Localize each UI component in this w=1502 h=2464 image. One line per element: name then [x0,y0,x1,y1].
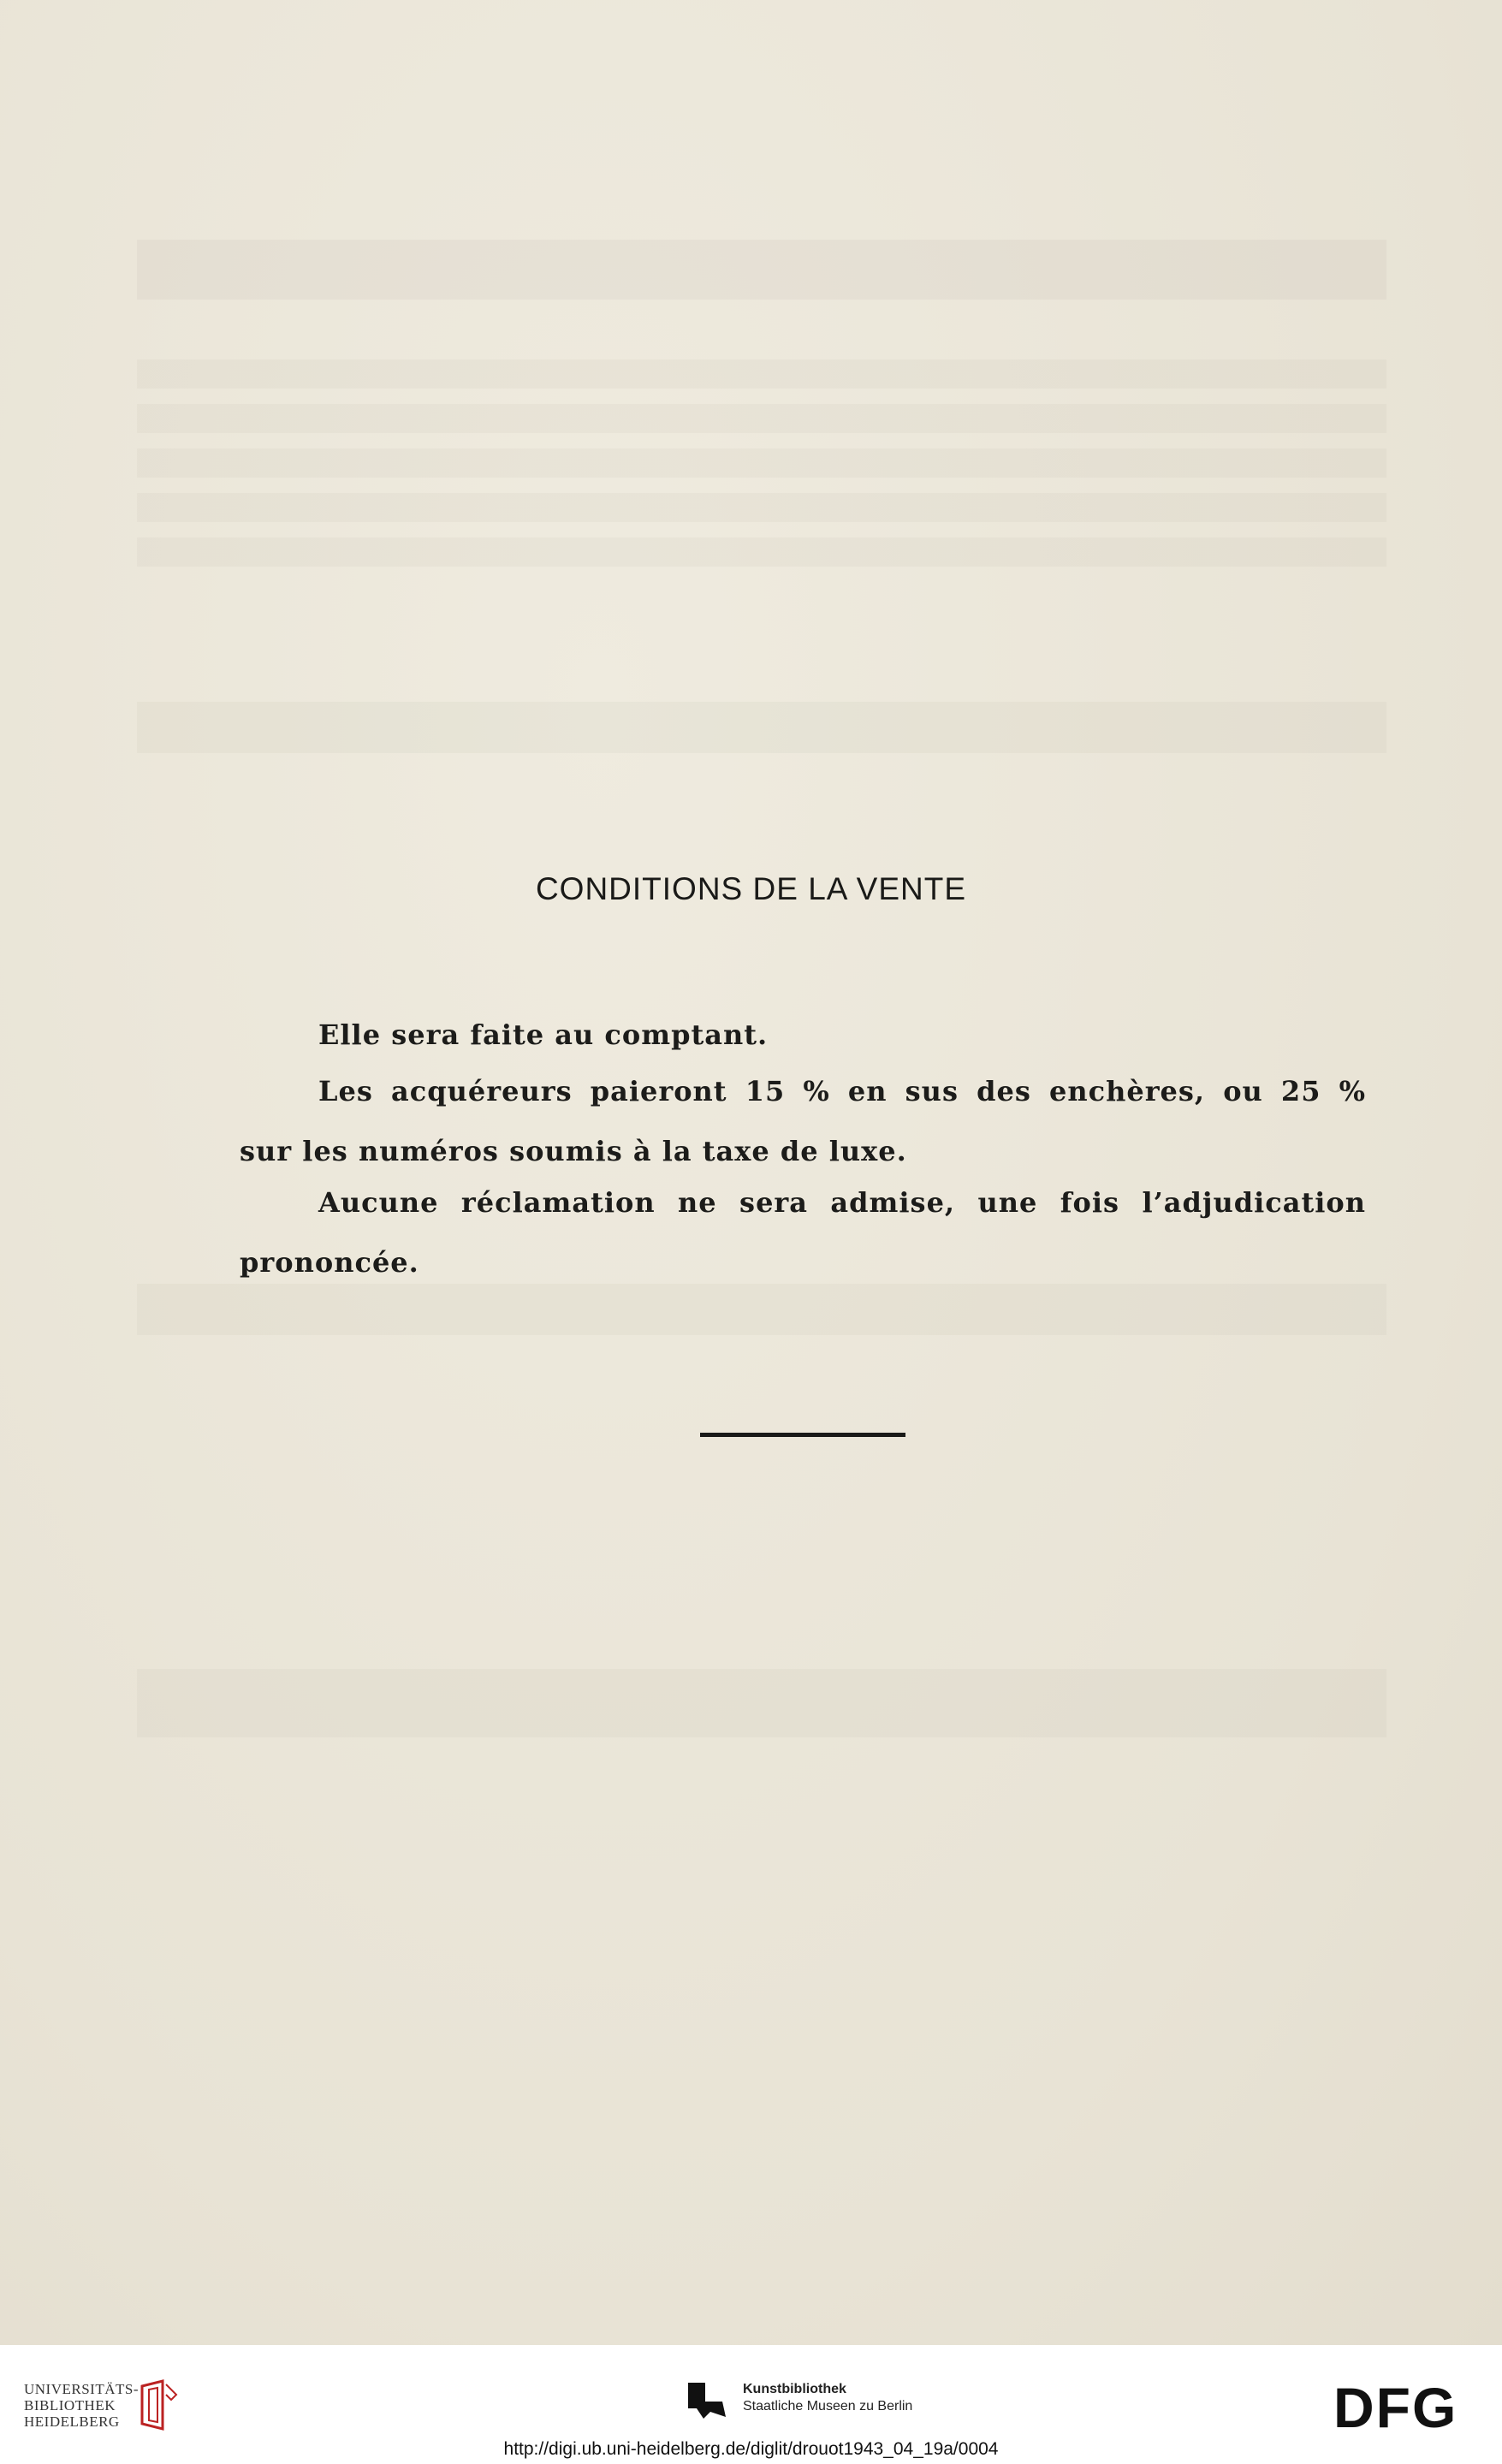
source-url[interactable]: http://digi.ub.uni-heidelberg.de/diglit/drouot1943_04_19a/0004 [503,2439,999,2459]
kunstbibliothek-label [743,2381,912,2415]
kunstbibliothek-title: Kunstbibliothek [743,2382,846,2396]
kunstbibliothek-eagle-icon [685,2378,729,2422]
dfg-logo[interactable]: DFG [1333,2376,1458,2439]
paragraph-line: Les acquéreurs paieront 15 % en sus des enchères, ou 25 % [318,1075,1366,1107]
show-through-band [137,240,1386,300]
paragraph-line: prononcée. [240,1246,419,1279]
university-emblem-icon [137,2378,180,2432]
stamp-bleed-through [119,55,464,261]
page-title: CONDITIONS DE LA VENTE [535,871,967,906]
show-through-band [137,1669,1386,1737]
university-library-logo[interactable] [24,2381,139,2430]
show-through-band [137,702,1386,753]
logo-line: HEIDELBERG [24,2414,120,2430]
logo-line: UNIVERSITÄTS- [24,2381,139,2397]
paragraph-1 [240,1005,1366,1065]
paragraph-2 [240,1061,1366,1181]
paragraph-line: Elle sera faite au comptant. [318,1018,769,1051]
logo-line: BIBLIOTHEK [24,2397,116,2414]
paragraph-line: sur les numéros soumis à la taxe de luxe. [240,1135,907,1167]
paragraph-3 [240,1173,1366,1292]
kunstbibliothek-subtitle: Staatliche Museen zu Berlin [743,2399,913,2414]
paragraph-line: Aucune réclamation ne sera admise, une fois l’adjudication [318,1186,1366,1219]
show-through-band [137,359,1386,582]
section-divider [700,1433,905,1437]
